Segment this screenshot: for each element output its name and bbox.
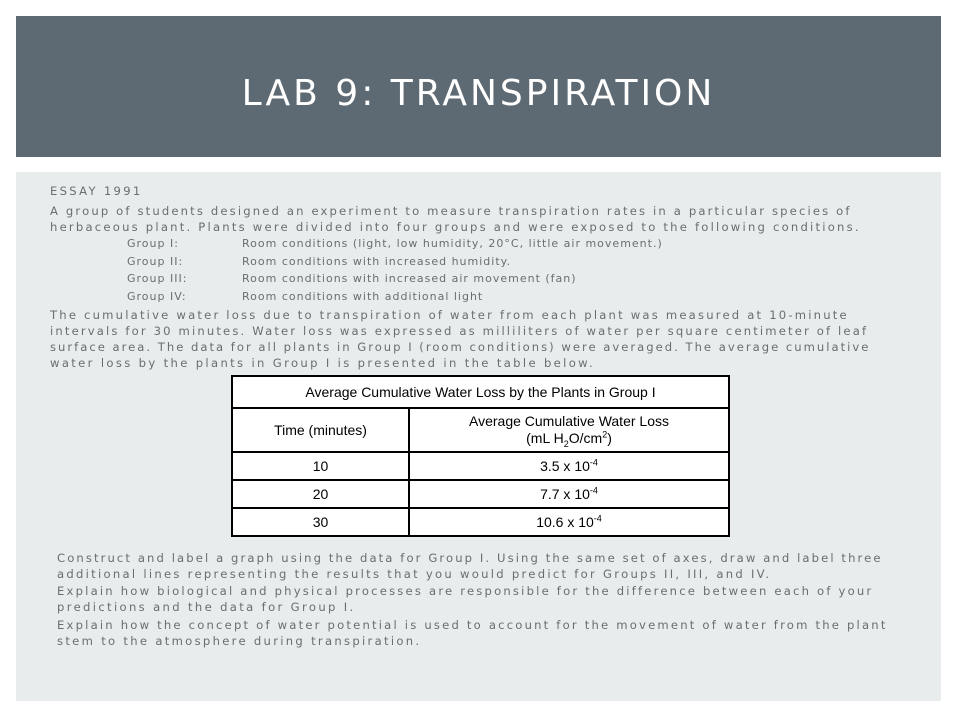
title-banner xyxy=(16,16,941,157)
intro-line-1: A group of students designed an experiment to measure transpiration rates in a particular species of xyxy=(50,204,852,218)
group-label: Group III: xyxy=(127,272,188,285)
group-label: Group I: xyxy=(127,237,179,250)
question-1-line-1: Construct and label a graph using the data for Group I. Using the same set of axes, draw and label three xyxy=(57,551,883,565)
time-cell: 20 xyxy=(232,480,409,508)
question-2-line-1: Explain how biological and physical processes are responsible for the difference between each of your xyxy=(57,584,874,598)
question-1-line-2: additional lines representing the results that you would predict for Groups II, III, and IV. xyxy=(57,567,772,581)
water-loss-header-unit: (mL $H_2O/cm^2$) xyxy=(526,429,612,449)
question-3-line-1: Explain how the concept of water potential is used to account for the movement of water from the plant xyxy=(57,618,888,632)
question-2-line-2: predictions and the data for Group I. xyxy=(57,600,356,614)
group-1-line xyxy=(127,237,663,251)
body-line-1: The cumulative water loss due to transpiration of water from each plant was measured at 10-minute xyxy=(50,308,849,322)
water-loss-table xyxy=(231,375,730,537)
table-row xyxy=(232,508,729,536)
table-caption: Average Cumulative Water Loss by the Plants in Group I xyxy=(232,376,729,408)
loss-cell: 10.6 x $10^{-4}$ xyxy=(409,508,729,536)
table-row xyxy=(232,480,729,508)
group-condition: Room conditions with additional light xyxy=(242,290,484,303)
group-2-line xyxy=(127,255,511,269)
time-header: Time (minutes) xyxy=(232,408,409,452)
group-3-line xyxy=(127,272,577,286)
water-loss-header-title: Average Cumulative Water Loss xyxy=(469,413,669,429)
group-condition: Room conditions with increased air movement (fan) xyxy=(242,272,577,285)
table-row xyxy=(232,452,729,480)
group-condition: Room conditions with increased humidity. xyxy=(242,255,512,268)
loss-cell: 7.7 x $10^{-4}$ xyxy=(409,480,729,508)
body-line-4: water loss by the plants in Group I is presented in the table below. xyxy=(50,356,595,370)
question-3-line-2: stem to the atmosphere during transpiration. xyxy=(57,634,422,648)
group-label: Group IV: xyxy=(127,290,187,303)
time-cell: 30 xyxy=(232,508,409,536)
loss-cell: 3.5 x $10^{-4}$ xyxy=(409,452,729,480)
time-cell: 10 xyxy=(232,452,409,480)
water-loss-header xyxy=(409,408,729,452)
essay-label: ESSAY 1991 xyxy=(50,184,143,198)
group-label: Group II: xyxy=(127,255,184,268)
group-condition: Room conditions (light, low humidity, 20°C, little air movement.) xyxy=(242,237,663,250)
slide-title: LAB 9: TRANSPIRATION xyxy=(241,73,716,114)
body-line-2: intervals for 30 minutes. Water loss was expressed as milliliters of water per square centimeter of leaf xyxy=(50,324,869,338)
intro-line-2: herbaceous plant. Plants were divided into four groups and were exposed to the following conditions. xyxy=(50,220,861,234)
group-4-line xyxy=(127,290,483,304)
body-line-3: surface area. The data for all plants in Group I (room conditions) were averaged. The average cumulative xyxy=(50,340,871,354)
